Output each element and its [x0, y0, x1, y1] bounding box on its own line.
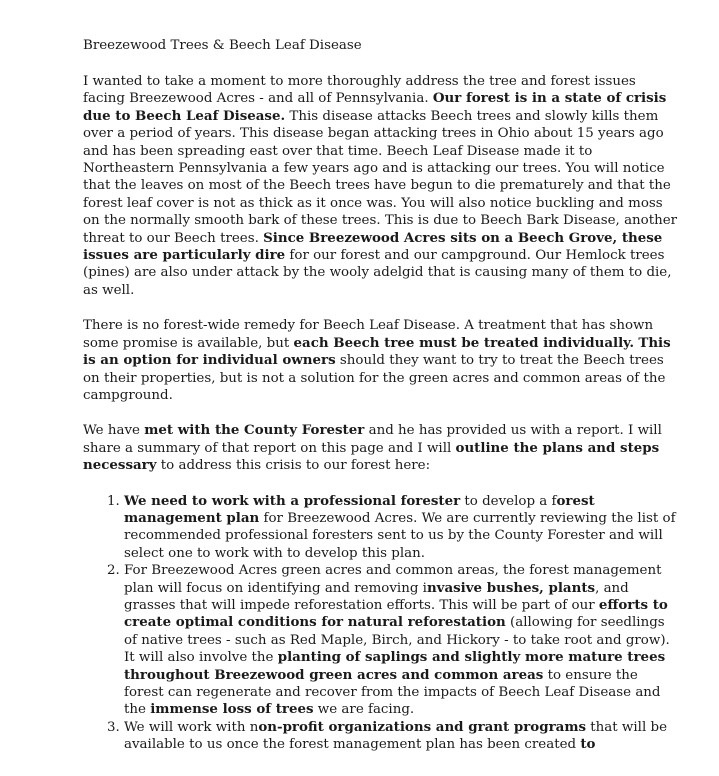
text-run: For Breezewood Acres green acres and common areas, the forest management plan will focus on identifying and removing i [124, 563, 662, 596]
bold-text-run: We need to work with a professional forester [124, 492, 461, 509]
bold-text-run: outline the plans and steps necessary [83, 439, 660, 474]
text-run: (allowing for seedlings of native trees - such as Red Maple, Birch, and Hickory - to take root and grow). It will also involve the [124, 615, 670, 666]
bold-text-run: met with the County Forester [144, 422, 365, 439]
bold-text-run: nvasive bushes, plants [426, 579, 596, 596]
bold-text-run: planting of saplings and slightly more mature trees throughout Breezewood green acres and common areas [124, 649, 666, 683]
text-run: to develop a f [460, 493, 557, 509]
text-run: I wanted to take a moment to more thoroughly address the tree and forest issues facing Breezewood Acres - and all of Pennsylvania. [83, 74, 636, 107]
text-run: This disease attacks Beech trees and slowly kills them over a period of years. This disease began attacking trees in Ohio about 15 years ago and has been spreading east over that time. Beech Leaf Disease made it to Northeastern Pennsylvania a few years ago and is attacking our trees. You will notice that the leaves on most of the Beech trees have begun to die prematurely and that the forest leaf cover is not as thick as it once was. You will also notice buckling and moss on the normally smooth bark of these trees. This is due to Beech Bark Disease, another threat to our Beech trees. [83, 108, 678, 246]
bold-text-run: This is an option for individual owners [83, 334, 671, 369]
plan-step-3 [124, 719, 679, 754]
document-title: Breezewood Trees & Beech Leaf Disease [83, 38, 362, 53]
text-run: to address this crisis to our forest here: [156, 458, 431, 474]
bold-text-run: immense loss of trees [150, 701, 314, 718]
bold-text-run: efforts to create optimal conditions for natural reforestation [124, 596, 668, 631]
bold-text-run: orest management plan [124, 492, 595, 526]
bold-text-run: to [580, 736, 596, 753]
bold-text-run: Since Breezewood Acres sits on a Beech Grove, these issues are particularly dire [83, 229, 663, 264]
forester-paragraph [83, 422, 679, 474]
intro-paragraph [83, 73, 679, 299]
treatment-paragraph [83, 317, 679, 404]
bold-text-run: each Beech tree must be treated individually. [293, 334, 635, 351]
text-run: for Breezewood Acres. We are currently reviewing the list of recommended professional foresters sent to us by the County Forester and will select one to work with to develop this plan. [124, 510, 676, 561]
plan-step-2 [124, 562, 679, 719]
text-run: We have [83, 423, 145, 439]
plan-step-1 [124, 493, 679, 563]
text-run: for our forest and our campground. Our Hemlock trees (pines) are also under attack by the wooly adelgid that is causing many of them to die, as well. [83, 248, 672, 298]
text-run: should they want to try to treat the Beech trees on their properties, but is not a solution for the green acres and common areas of the campground. [83, 353, 666, 403]
text-run: and he has provided us with a report. I will share a summary of that report on this page and I will [83, 423, 662, 456]
text-run: We will work with n [124, 719, 259, 735]
text-run: , and grasses that will impede reforestation efforts. This will be part of our [124, 580, 629, 613]
text-run: that will be available to us once the forest management plan has been created [124, 719, 667, 753]
bold-text-run: on-profit organizations and grant programs [258, 718, 587, 735]
text-run: we are facing. [313, 702, 415, 718]
text-run: There is no forest-wide remedy for Beech Leaf Disease. A treatment that has shown some promise is available, but [83, 318, 654, 351]
bold-text-run: Our forest is in a state of crisis due to Beech Leaf Disease. [83, 90, 667, 124]
plan-steps-list [83, 493, 679, 754]
text-run: to ensure the forest can regenerate and recover from the impacts of Beech Leaf Disease and the [124, 667, 661, 718]
